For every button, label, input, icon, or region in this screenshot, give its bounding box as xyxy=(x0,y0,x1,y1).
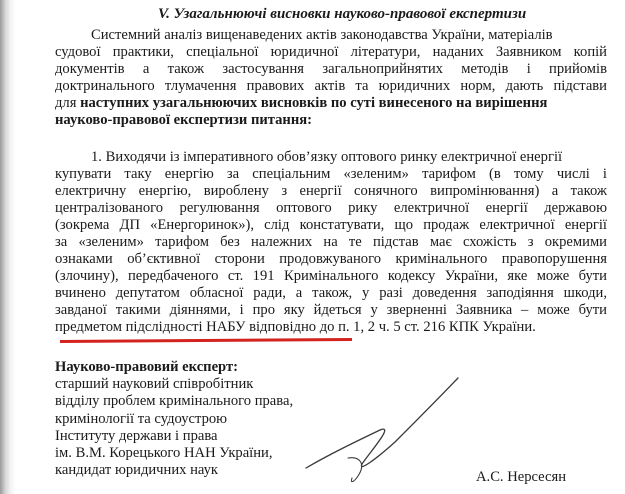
expert-position-1: старший науковий співробітник xyxy=(55,376,254,393)
point1-line-8: (злочину), передбаченого ст. 191 Кримінального кодексу України, яке може бути xyxy=(55,268,607,284)
expert-name: А.С. Нерсесян xyxy=(476,469,567,485)
point1-line-4: централізованого регулювання оптового рику електричної енергії державою xyxy=(55,200,607,216)
intro-bold-conclusions: наступних узагальнюючих висновків по суті винесеного на вирішення xyxy=(80,95,548,111)
intro-line-2: судової практики, спеціальної юридичної літератури, наданих Заявником копій xyxy=(55,44,607,60)
expert-block xyxy=(55,359,293,479)
point1-line-6: за «зеленим» тарифом без належних на те підстав має схожість з окремими xyxy=(55,234,607,250)
intro-line-5 xyxy=(55,95,547,112)
intro-line-1: Системний аналіз вищенаведених актів законодавства України, матеріалів xyxy=(91,27,553,43)
intro-line-6: науково-правової експертизи питання: xyxy=(55,112,313,128)
expert-position-6: кандидат юридичних наук xyxy=(55,462,219,479)
intro-for: для xyxy=(55,95,77,111)
page-fold-shadow xyxy=(0,0,10,494)
point1-line-5: (зокрема ДП «Енергоринок»), слід констатувати, що продаж електричної енергії xyxy=(55,217,607,233)
point1-line-11: предметом підслідності НАБУ відповідно до п. 1, 2 ч. 5 ст. 216 КПК України. xyxy=(55,319,536,335)
section-heading: V. Узагальнюючі висновки науково-правової експертизи xyxy=(158,6,527,22)
handwritten-signature xyxy=(300,372,480,490)
expert-position-3: кримінології та судоустрою xyxy=(55,410,228,427)
intro-line-3: документів а також застосування загальноприйнятих методів і прийомів xyxy=(55,61,607,77)
point1-line-3: електричну енергію, вироблену з енергії сонячного випромінювання) а також xyxy=(55,183,607,199)
point1-line-10: завданої такими діяннями, і про яку йдеться у зверненні Заявника – може бути xyxy=(55,302,607,318)
point1-line-7: ознаками об’єктивної сторони продовжуваного кримінального правопорушення xyxy=(55,251,607,267)
expert-title: Науково-правовий експерт: xyxy=(55,359,239,375)
point1-line-1: 1. Виходячи із імперативного обов’язку оптового ринку електричної енергії xyxy=(91,149,563,165)
intro-line-4: доктринального тлумачення правових актів та юридичних норм, дають підстави xyxy=(55,78,607,94)
red-highlight-underline xyxy=(60,338,352,343)
expert-position-2: відділу проблем кримінального права, xyxy=(55,393,294,410)
point1-line-2: купувати таку енергію за спеціальним «зеленим» тарифом (в тому числі і xyxy=(55,166,607,182)
expert-position-4: Інституту держави і права xyxy=(55,427,218,444)
expert-position-5: ім. В.М. Корецького НАН України, xyxy=(55,445,273,462)
point1-line-9: вчинено депутатом обласної ради, а також, у разі доведення заподіяння шкоди, xyxy=(55,285,607,301)
